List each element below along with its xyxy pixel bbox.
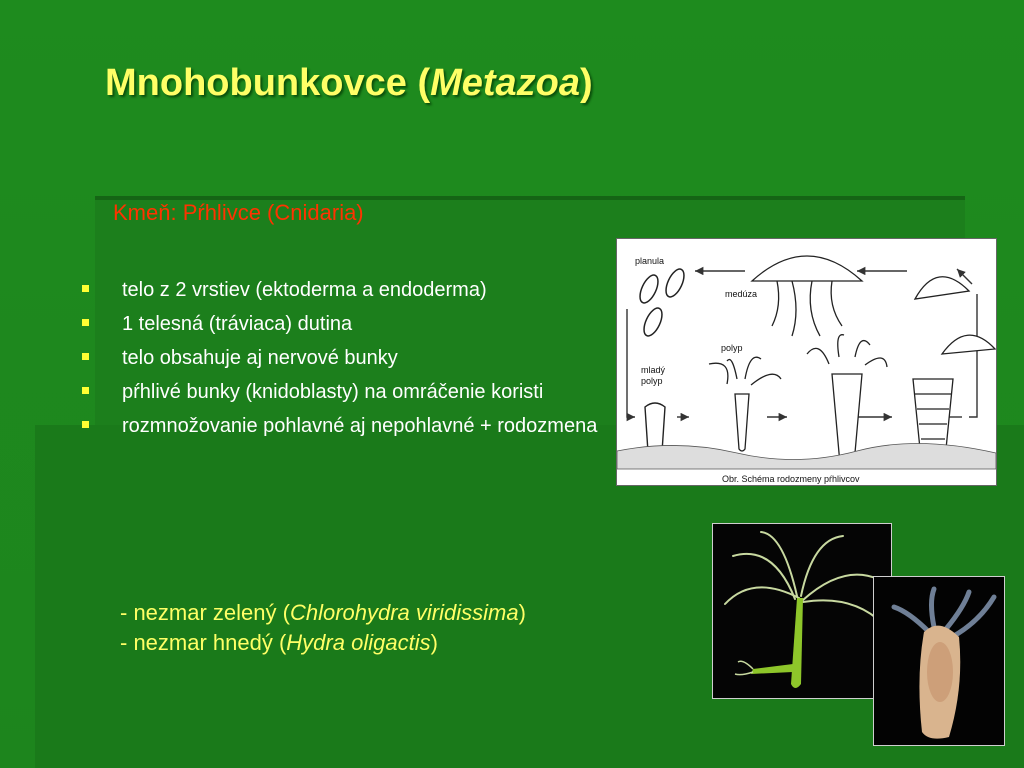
label-polyp: polyp xyxy=(721,343,743,353)
list-item: telo obsahuje aj nervové bunky xyxy=(80,346,610,370)
list-item: rozmnožovanie pohlavné aj nepohlavné + rodozmena xyxy=(80,414,610,438)
green-hydra-photo xyxy=(712,523,892,699)
young-medusae-shapes xyxy=(915,277,995,354)
polyp-shape xyxy=(709,357,781,451)
bullet-square-icon xyxy=(82,353,89,360)
phylum-subtitle: Kmeň: Pŕhlivce (Cnidaria) xyxy=(113,200,364,225)
life-cycle-illustration xyxy=(617,239,996,485)
species-green-hydra: - nezmar zelený (Chlorohydra viridissima) xyxy=(120,600,526,625)
species-list xyxy=(120,598,526,658)
label-young-polyp-line1: mladý xyxy=(641,365,666,375)
seabed-shape xyxy=(617,443,996,469)
bullet-square-icon xyxy=(82,387,89,394)
label-young-polyp-line2: polyp xyxy=(641,376,663,386)
medusa-shape xyxy=(752,256,862,336)
title-latin: Metazoa xyxy=(430,62,581,104)
species-brown-hydra: - nezmar hnedý (Hydra oligactis) xyxy=(120,630,438,655)
green-hydra-image xyxy=(713,524,891,698)
bullet-list xyxy=(80,278,610,448)
list-item: telo z 2 vrstiev (ektoderma a endoderma) xyxy=(80,278,610,302)
planula-shapes xyxy=(636,266,687,338)
bullet-square-icon xyxy=(82,285,89,292)
list-item: pŕhlivé bunky (knidoblasty) na omráčenie koristi xyxy=(80,380,610,404)
brown-hydra-image xyxy=(874,577,1004,745)
bullet-square-icon xyxy=(82,421,89,428)
label-meduza: medúza xyxy=(725,289,758,299)
brown-hydra-photo xyxy=(873,576,1005,746)
bullet-square-icon xyxy=(82,319,89,326)
slide-title: Mnohobunkovce (Metazoa) xyxy=(105,62,593,104)
diagram-caption: Obr. Schéma rodozmeny pŕhlivcov xyxy=(722,474,860,484)
list-item: 1 telesná (tráviaca) dutina xyxy=(80,312,610,336)
label-planula: planula xyxy=(635,256,665,266)
life-cycle-diagram xyxy=(616,238,997,486)
